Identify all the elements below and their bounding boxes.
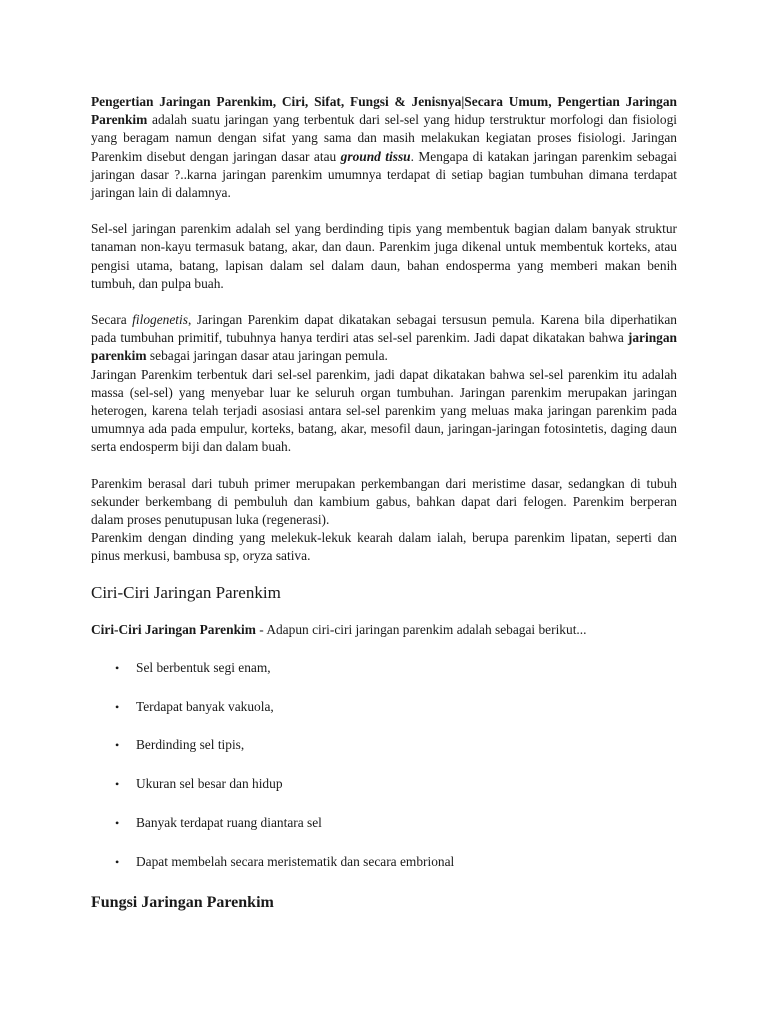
paragraph-dinding: Parenkim dengan dinding yang melekuk-lekuk kearah dalam ialah, berupa parenkim lipatan, seperti dan pinus merkusi, bambusa sp, oryza sativa. — [91, 530, 677, 564]
list-item — [91, 814, 677, 832]
bullet-icon: • — [115, 738, 120, 753]
bullet-icon: • — [115, 699, 120, 714]
list-item — [91, 775, 677, 793]
paragraph-sel-sel: Sel-sel jaringan parenkim adalah sel yang berdinding tipis yang membentuk bagian dalam banyak struktur tanaman non-kayu termasuk batang, akar, dan daun. Parenkim juga dikenal untuk membentuk korteks, atau pengisi utama, batang, lapisan dalam sel dalam daun, bahan endosperma yang memberi makan benih tumbuh, dan pulpa buah. — [91, 221, 677, 291]
intro-text-2: . Mengapa di katakan jaringan parenkim sebagai jaringan dasar ?..karna jaringan parenkim umumnya terdapat di setiap bagian tumbuhan dimana terdapat jaringan lain di dalamnya. — [91, 148, 677, 201]
filogenetis-text-a: Secara — [91, 312, 133, 328]
list-item — [91, 853, 677, 871]
list-item-text: Terdapat banyak vakuola, — [136, 698, 274, 714]
ciri-lead-bold: Ciri-Ciri Jaringan Parenkim — [91, 621, 256, 637]
filogenetis-text-b: , Jaringan Parenkim dapat dikatakan sebagai tersusun pemula. Karena bila diperhatikan pada tumbuhan primitif, tubuhnya hanya terdiri atas sel-sel parenkim. Jadi dapat dikatakan bahwa — [91, 312, 677, 346]
list-item-text: Banyak terdapat ruang diantara sel — [136, 815, 322, 831]
intro-paragraph — [91, 93, 677, 202]
list-item-text: Ukuran sel besar dan hidup — [136, 776, 283, 792]
list-item-text: Berdinding sel tipis, — [136, 737, 245, 753]
filogenetis-term: filogenetis — [132, 312, 188, 328]
ciri-list — [91, 659, 677, 871]
bullet-icon: • — [115, 854, 120, 869]
ciri-lead-text: - Adapun ciri-ciri jaringan parenkim adalah sebagai berikut... — [255, 621, 587, 637]
bullet-icon: • — [115, 816, 120, 831]
filogenetis-text-c: sebagai jaringan dasar atau jaringan pemula. — [146, 348, 388, 364]
list-item — [91, 698, 677, 716]
list-item-text: Sel berbentuk segi enam, — [136, 659, 271, 675]
paragraph-filogenetis — [91, 311, 677, 366]
heading-ciri-ciri: Ciri-Ciri Jaringan Parenkim — [91, 582, 281, 602]
intro-text-1: adalah suatu jaringan yang terbentuk dari sel-sel yang hidup terstruktur morfologi dan fisiologi yang beragam namun dengan sifat yang sama dan masih melakukan kegiatan proses fisiologi. Jaringan Parenkim disebut dengan jaringan dasar atau — [91, 112, 677, 164]
list-item-text: Dapat membelah secara meristematik dan secara embrional — [136, 853, 455, 869]
paragraph-terbentuk: Jaringan Parenkim terbentuk dari sel-sel parenkim, jadi dapat dikatakan bahwa sel-sel parenkim itu adalah massa (sel-sel) yang menyebar luar ke seluruh organ tumbuhan. Jaringan parenkim merupakan jaringan heterogen, karena telah terjadi asosiasi antara sel-sel parenkim yang meluas maka jaringan parenkim pada umumnya ada pada empulur, korteks, batang, akar, mesofil daun, jaringan-jaringan fotosintetis, daging daun serta endosperm biji dan dalam buah. — [91, 366, 677, 455]
bullet-icon: • — [115, 660, 120, 675]
list-item — [91, 659, 677, 677]
heading-fungsi: Fungsi Jaringan Parenkim — [91, 893, 274, 911]
paragraph-berasal: Parenkim berasal dari tubuh primer merupakan perkembangan dari meristime dasar, sedangkan di tubuh sekunder berkembang di pembuluh dan kambium gabus, bahkan dapat dari felogen. Parenkim berperan dalam proses penutupusan luka (regenerasi). — [91, 475, 677, 528]
bullet-icon: • — [115, 777, 120, 792]
intro-term: ground tissu — [340, 148, 411, 164]
intro-title: Pengertian Jaringan Parenkim, Ciri, Sifat, Fungsi & Jenisnya|Secara Umum, Pengertian Jaringan Parenkim — [91, 94, 677, 128]
list-item — [91, 736, 677, 754]
filogenetis-bold: jaringan parenkim — [91, 330, 677, 364]
ciri-lead-paragraph — [91, 621, 677, 639]
